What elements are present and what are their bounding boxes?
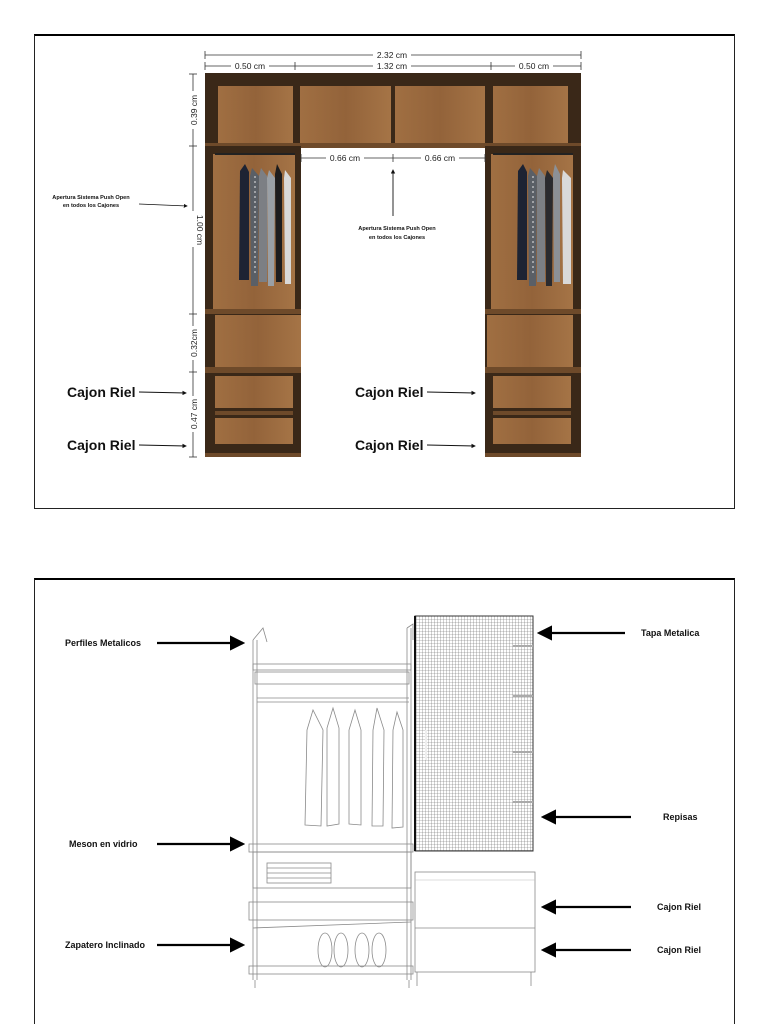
total-width-label: 2.32 cm	[376, 50, 408, 60]
hanging-clothes-right	[517, 164, 571, 286]
wardrobe-metal-diagram-panel	[34, 578, 735, 1024]
label-repisas	[543, 812, 698, 822]
middle-height-label: 1.00 cm	[195, 214, 205, 246]
svg-text:Cajon Riel: Cajon Riel	[67, 437, 136, 453]
cajon-label-center-upper	[355, 384, 475, 400]
wardrobe-wood-diagram	[35, 36, 736, 509]
top-height-label: 0.39 cm	[189, 94, 199, 126]
left-width-label: 0.50 cm	[234, 61, 266, 71]
mesh-door-module	[415, 616, 535, 986]
lower-height-label: 0.32cm	[189, 329, 199, 357]
opening-right-label: 0.66 cm	[424, 153, 456, 163]
push-open-note-center	[358, 170, 436, 241]
label-meson-en-vidrio	[69, 839, 243, 849]
open-module	[249, 624, 413, 988]
svg-text:en todos los Cajones: en todos los Cajones	[62, 203, 120, 209]
opening-left-label: 0.66 cm	[329, 153, 361, 163]
center-width-label: 1.32 cm	[376, 61, 408, 71]
label-zapatero-inclinado	[65, 940, 243, 950]
width-dimensions	[205, 49, 581, 71]
svg-text:Repisas: Repisas	[663, 812, 698, 822]
svg-text:Apertura Sistema Push Open: Apertura Sistema Push Open	[358, 226, 436, 232]
svg-text:Cajon Riel: Cajon Riel	[355, 437, 424, 453]
cajon-label-left-lower	[67, 437, 186, 453]
wardrobe-metal-diagram	[35, 580, 736, 1025]
cajon-label-center-lower	[355, 437, 475, 453]
svg-text:Meson en vidrio: Meson en vidrio	[69, 839, 138, 849]
svg-text:Cajon Riel: Cajon Riel	[657, 902, 702, 912]
wardrobe-wood-diagram-panel	[34, 34, 735, 509]
svg-text:Zapatero Inclinado: Zapatero Inclinado	[65, 940, 146, 950]
label-cajon-riel-upper	[543, 902, 701, 912]
label-cajon-riel-lower	[543, 945, 701, 955]
svg-text:Perfiles Metalicos: Perfiles Metalicos	[65, 638, 142, 648]
svg-text:en todos los Cajones: en todos los Cajones	[368, 235, 426, 241]
push-open-note-left	[52, 195, 187, 209]
cajon-label-left-upper	[67, 384, 186, 400]
svg-text:Cajon Riel: Cajon Riel	[355, 384, 424, 400]
svg-text:Tapa Metalica: Tapa Metalica	[641, 628, 700, 638]
label-perfiles-metalicos	[65, 638, 243, 648]
svg-text:Cajon Riel: Cajon Riel	[67, 384, 136, 400]
svg-text:Cajon Riel: Cajon Riel	[657, 945, 702, 955]
opening-dimensions	[301, 153, 485, 163]
label-tapa-metalica	[539, 628, 700, 638]
height-dimensions	[188, 74, 205, 457]
bottom-height-label: 0.47 cm	[189, 398, 199, 430]
svg-text:Apertura Sistema Push Open: Apertura Sistema Push Open	[52, 195, 130, 201]
right-width-label: 0.50 cm	[518, 61, 550, 71]
